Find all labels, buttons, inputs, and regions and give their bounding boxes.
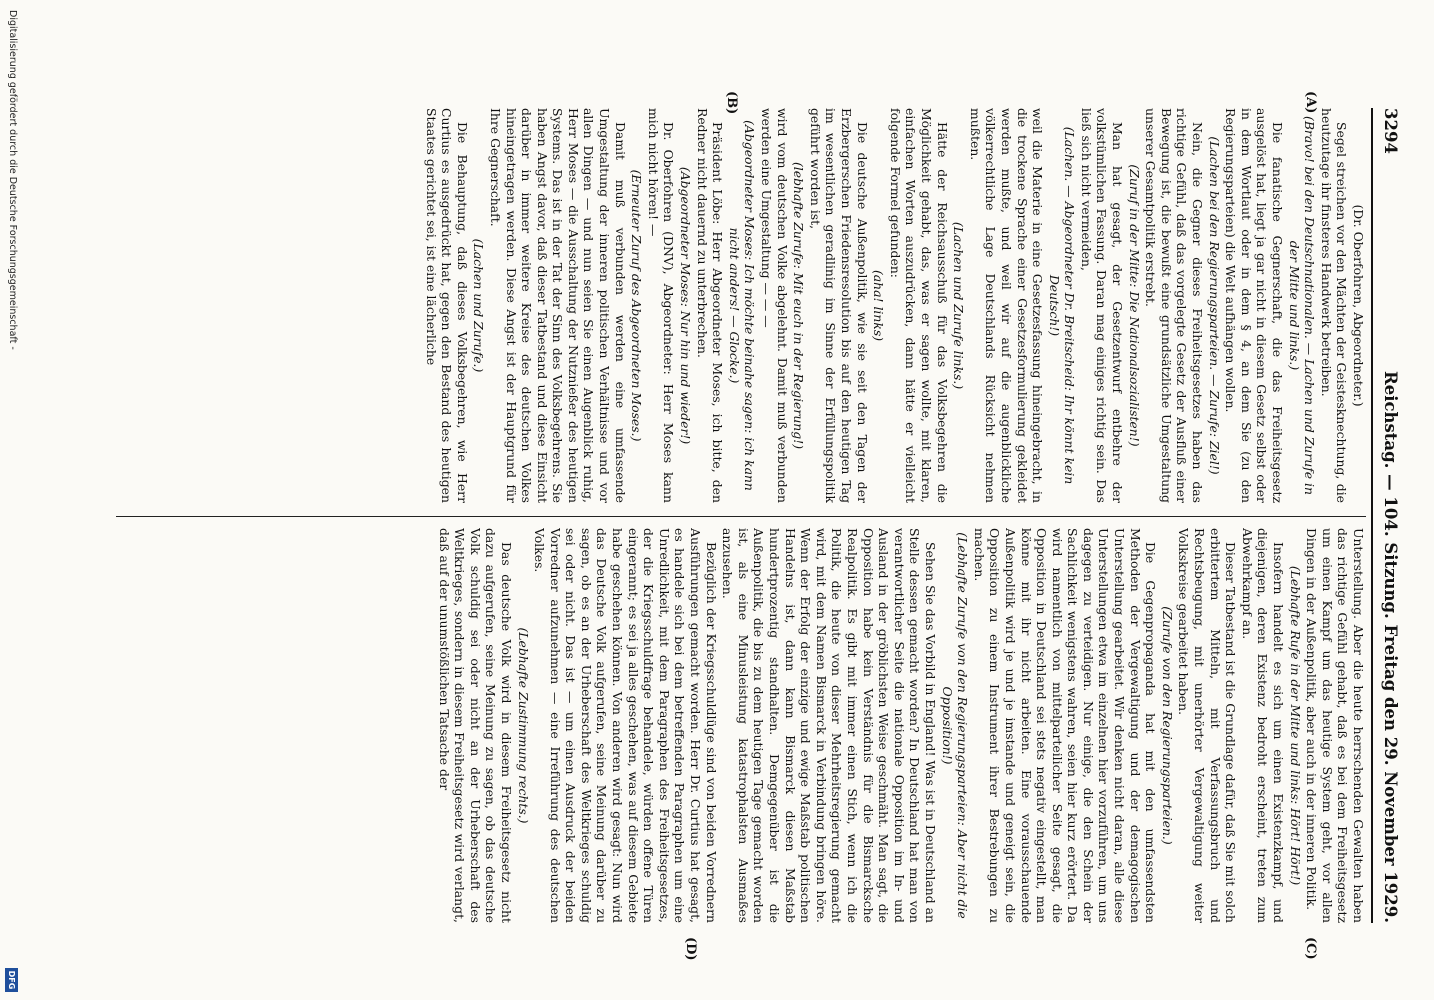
interjection: (Zurufe von den Regierungsparteien.)	[1159, 606, 1175, 845]
digitization-footer	[2, 0, 20, 1000]
paragraph: Unterstellung. Aber die heute herrschenden Gewalten haben das richtige Gefühl gehabt, daß es bei dem Freiheitsgesetz um einen Kampf um das heutige System geht, vor allen Dingen in der Außenpolitik, aber auch in der inneren Politik.	[1304, 528, 1366, 923]
interjection: (Lebhafte Zustimmung rechts.)	[515, 627, 531, 824]
margin-mark-c: (C)	[1303, 937, 1318, 960]
page-title: Reichstag. — 104. Sitzung. Freitag den 29. November 1929.	[1381, 371, 1400, 923]
margin-mark-d: (D)	[683, 937, 698, 961]
paragraph: wird vom deutschen Volke abgelehnt. Damit muß verbunden werden eine Umgestaltung — — —	[759, 108, 790, 503]
paragraph: Insofern handelt es sich um einen Existenzkampf, und diejenigen, deren Existenz bedroht erscheint, treten zum Abwehrkampf an.	[1239, 528, 1287, 923]
interjection: (Abgeordneter Moses: Ich möchte beinahe sagen: ich kann nicht anders! — Glocke.)	[726, 120, 758, 491]
paragraph: Damit muß verbunden werden eine umfassende Umgestaltung der inneren politischen Verhältnisse und vor allen Dingen — und nun seien Sie einen Augenblick ruhig, Herr Moses — die Ausschaltung der Nutznießer des heutigen Systems. Das ist in der Tat der Sinn des Volksbegehrens. Sie haben Angst davor, daß dieser Tatbestand und diese Einsicht darüber in immer weitere Kreise des deutschen Volkes hineingetragen werden. Diese Angst ist der Hauptgrund für Ihre Gegnerschaft.	[487, 108, 628, 503]
paragraph: Dr. Oberfohren (DNV), Abgeordneter: Herr Moses kann mich nicht hören! —	[645, 108, 677, 503]
interjection: (aha! links)	[871, 269, 887, 342]
interjection: (Lebhafte Zurufe von den Regierungsparteien: Aber nicht die Opposition!)	[939, 532, 971, 919]
interjection: (Lachen und Zurufe links.)	[951, 221, 967, 390]
paragraph: Hätte der Reichsausschuß für das Volksbegehren die Möglichkeit gehabt, das, was er sagen wollte, mit klaren, einfachen Worten auszudrücken, dann hätte er vielleicht folgende Formel gefunden:	[887, 108, 950, 503]
interjection: (Lachen und Zurufe.)	[471, 238, 487, 373]
interjection: (lebhafte Zurufe: Mit euch in der Regierung!)	[791, 161, 807, 450]
paragraph: Die fanatische Gegnerschaft, die das Freiheitsgesetz ausgelöst hat, liegt ja gar nicht in diesem Gesetz selbst oder in dem Wortlaut oder in dem § 4, an dem Sie (zu den Regierungsparteien) die Welt aufhängen wollen.	[1223, 108, 1286, 503]
interjection: (Lebhafte Rufe in der Mitte und links: Hört! Hört!)	[1287, 565, 1303, 886]
margin-mark-a: (A)	[1303, 91, 1318, 114]
president-remark: Präsident Löbe: Herr Abgeordneter Moses, ich bitte, den Redner nicht dauernd zu unterbrechen.	[694, 108, 726, 503]
paragraph: Die deutsche Außenpolitik, wie sie seit den Tagen der Erzbergerschen Friedensresolution bis auf den heutigen Tag im wesentlichen geradlinig im Sinne der Erfüllungspolitik geführt worden ist,	[807, 108, 870, 503]
margin-mark-b: (B)	[724, 91, 739, 115]
interjection: (Erneuter Zuruf des Abgeordneten Moses.)	[629, 169, 645, 442]
page-number: 3294	[1381, 108, 1400, 154]
dfg-logo: DFG	[5, 968, 18, 992]
speaker-line: (Dr. Oberfohren, Abgeordneter.)	[1351, 204, 1366, 407]
interjection: (Bravo! bei den Deutschnationalen. — Lachen und Zurufe in der Mitte und links.)	[1286, 115, 1318, 495]
paragraph: Die Gegenpropaganda hat mit den umfassendsten Methoden der Vergewaltigung und der demagogischen Unterstellung gearbeitet. Wir denken nicht daran, alle diese Unterstellungen etwa im einzelnen hier vorzuführen, um uns dagegen zu verteidigen. Nur einige, die den Schein der Sachlichkeit wenigstens wahren, seien hier kurz erörtert. Da wird namentlich von mittelparteilicher Seite gesagt, die Opposition in Deutschland sei stets negativ eingestellt, man könne mit ihr nicht arbeiten. Eine vorausschauende Außenpolitik wird je und je imstande und geneigt sein, die Opposition zu einem Instrument ihrer Bestrebungen zu machen.	[971, 528, 1159, 923]
page-content	[111, 91, 1406, 961]
left-column	[116, 108, 1366, 503]
interjection: (Abgeordneter Moses: Nur hin und wieder!)	[678, 166, 694, 445]
column-divider	[116, 516, 1366, 517]
paragraph: Nein, die Gegner dieses Freiheitsgesetzes haben das richtige Gefühl, daß das vorgelegte Gesetz der Ausfluß einer Bewegung ist, die bewußt eine grundsätzliche Umgestaltung unserer Gesamtpolitik erstrebt.	[1143, 108, 1206, 503]
paragraph: Bezüglich der Kriegsschuldlüge sind von beiden Vorrednern Ausführungen gemacht worden. Herr Dr. Curtius hat gesagt, es handele sich bei dem betreffenden Paragraphen um eine Unredlichkeit, mit dem Paragraphen des Freiheitsgesetzes, der die Kriegsschuldfrage behandele, würden offene Türen eingerannt; es sei ja alles geschehen, was auf diesem Gebiete habe geschehen können. Von anderen wird gesagt: Nun wird das Deutsche Volk aufgerufen, seine Meinung darüber zu sagen, ob es an der Urheberschaft des Weltkrieges schuldig sei oder nicht. Das ist — um einen Ausdruck der beiden Vorredner aufzunehmen — eine Irreführung des deutschen Volkes.	[532, 528, 719, 923]
paragraph: Sehen Sie das Vorbild in England! Was ist in Deutschland an Stelle dessen gemacht worden? In Deutschland hat man von verantwortlicher Seite die nationale Opposition im In- und Ausland in der gröblichsten Weise geschmäht. Man sagt, die Opposition habe kein Verständnis für die Bismarcksche Realpolitik. Es gibt mit immer einen Stich, wenn ich die Politik, die heute von dieser Mehrheitsregierung gemacht wird, mit dem Namen Bismarck in Verbindung bringen höre. Wenn der Erfolg der einzige und ewige Maßstab politischen Handelns ist, dann kann Bismarck diesen Maßstab hundertprozentig standhalten. Demgegenüber ist die Außenpolitik, die bis zu dem heutigen Tage gemacht worden ist, als eine Minusleistung katastrophalsten Ausmaßes anzusehen.	[720, 528, 938, 923]
right-column	[116, 528, 1366, 923]
interjection: (Lachen bei den Regierungsparteien. — Zurufe: Ziel!)	[1206, 136, 1222, 475]
footer-credit: Digitalisierung gefördert durch die Deutsche Forschungsgemeinschaft -	[7, 10, 18, 350]
interjection: (Zuruf in der Mitte: Die Nationalsozialisten!)	[1126, 164, 1142, 447]
paragraph: Das deutsche Volk wird in diesem Freiheitsgesetz nicht dazu aufgerufen, seine Meinung zu sagen, ob das deutsche Volk schuldig sei oder nicht an der Urheberschaft des Weltkrieges, sondern in diesem Freiheitsgesetz wird verlangt, daß auf der unumstößlichen Tatsache der	[436, 528, 514, 923]
paragraph: Dieser Tatbestand ist die Grundlage dafür, daß Sie mit solch erbittertem Mitteln, mit Verfassungsbruch und Rechtsbeugung, mit unerhörter Vergewaltigung weiter Volkskreise gearbeitet haben.	[1176, 528, 1239, 923]
interjection: (Lachen. — Abgeordneter Dr. Breitscheid: Ihr könnt kein Deutsch!)	[1046, 126, 1078, 485]
header-rule	[1371, 108, 1373, 923]
running-head	[1376, 108, 1406, 923]
paragraph: Man hat gesagt, der Gesetzentwurf entbehre der volkstümlichen Fassung. Daran mag einiges richtig sein. Das ließ sich nicht vermeiden,	[1078, 108, 1126, 503]
paragraph: Die Behauptung, daß dieses Volksbegehren, wie Herr Curtius es ausgedrückt hat, gegen den Bestand des heutigen Staates gerichtet sei, ist eine lächerliche	[423, 108, 470, 503]
paragraph: weil die Materie in eine Gesetzesfassung hineingebracht, in die trockene Sprache einer Gesetzesformulierung gekleidet werden mußte, und weil wir auf die augenblickliche völkerrechtliche Lage Deutschlands Rücksicht nehmen mußten.	[967, 108, 1046, 503]
paragraph: Segel streichen vor den Mächten der Geistesknechtung, die heutzutage ihr finsteres Handwerk betreiben.	[1318, 108, 1350, 503]
